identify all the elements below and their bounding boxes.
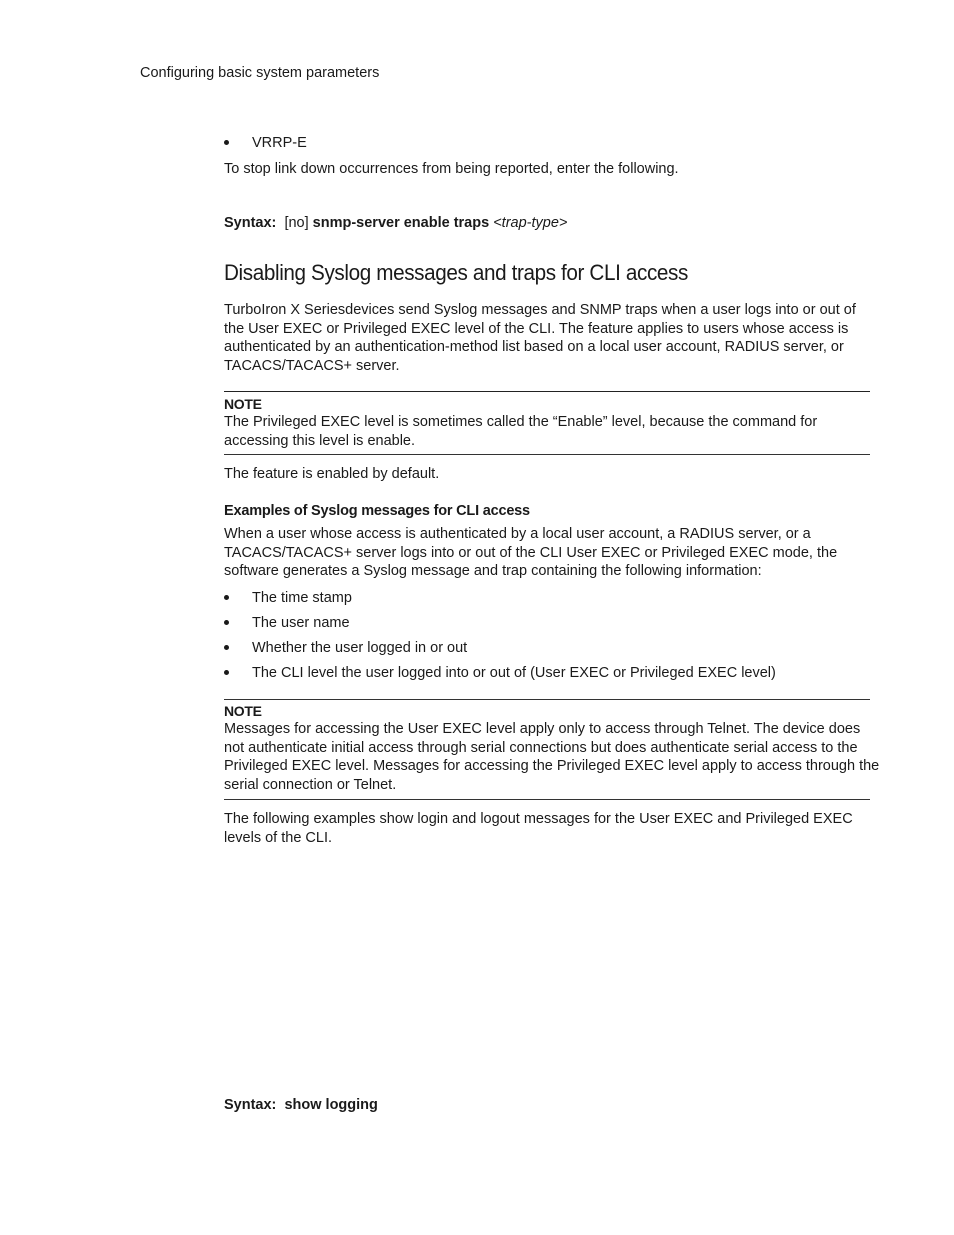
note-bottom-rule [224,799,870,800]
syntax-command: show logging [284,1097,378,1113]
bullet-icon [224,620,229,625]
note-text: Messages for accessing the User EXEC level apply only to access through Telnet. The device does [224,721,861,737]
syntax-command: snmp-server enable traps [312,215,490,231]
note-text: not authenticate initial access through serial connections but does authenticate serial access to the [224,739,858,756]
note-text: The Privileged EXEC level is sometimes called the “Enable” level, because the command for [224,414,818,430]
list-item [224,590,870,612]
note-text: serial connection or Telnet. [224,776,397,793]
note-text-part: . [411,432,416,449]
note-text [224,432,870,451]
syntax-line [224,215,870,231]
list-item-text: Whether the user logged in or out [252,640,468,656]
text-line: TACACS/TACACS+ server. [224,357,400,374]
text-line: TACACS/TACACS+ server logs into or out of the CLI User EXEC or Privileged EXEC mode, the [224,544,838,561]
note-box [224,703,880,794]
paragraph: To stop link down occurrences from being reported, enter the following. [224,161,679,177]
note-text: Privileged EXEC level. Messages for accessing the Privileged EXEC level apply to access through the [224,758,880,774]
text-line: software generates a Syslog message and trap containing the following information: [224,563,762,579]
examples-paragraph [224,525,870,581]
subsection-heading: Examples of Syslog messages for CLI access [224,503,530,519]
text-line: The following examples show login and logout messages for the User EXEC and Privileged EXEC [224,811,853,827]
list-item-text: The CLI level the user logged into or out of (User EXEC or Privileged EXEC level) [252,665,776,681]
syntax-label: Syntax: [224,1097,277,1113]
list-item [224,615,870,637]
text-line: levels of the CLI. [224,829,332,846]
note-text-part: accessing this level is [224,432,368,449]
list-item-text: The time stamp [252,590,352,606]
list-item [224,135,870,155]
list-item-text: VRRP-E [252,135,307,151]
paragraph: The feature is enabled by default. [224,466,440,482]
note-label: NOTE [224,703,262,719]
list-item [224,665,870,687]
list-item [224,640,870,662]
text-line: authenticated by an authentication-method list based on a local user account, RADIUS server, or [224,339,844,355]
syntax-label: Syntax: [224,215,277,231]
section-heading: Disabling Syslog messages and traps for CLI access [224,260,688,285]
note-command: enable [367,432,411,449]
note-bottom-rule [224,454,870,455]
bullet-icon [224,140,229,145]
following-paragraph [224,810,870,847]
note-box [224,396,870,450]
note-top-rule [224,391,870,392]
running-header: Configuring basic system parameters [140,65,380,81]
syntax-param: <trap-type> [493,215,568,231]
note-top-rule [224,699,870,700]
bullet-icon [224,595,229,600]
text-line: the User EXEC or Privileged EXEC level of the CLI. The feature applies to users whose access is [224,320,849,337]
note-label: NOTE [224,396,262,412]
list-item-text: The user name [252,615,350,631]
syntax-line [224,1097,870,1113]
text-line: When a user whose access is authenticated by a local user account, a RADIUS server, or a [224,526,811,542]
bullet-icon [224,645,229,650]
bullet-icon [224,670,229,675]
text-line: TurboIron X Seriesdevices send Syslog messages and SNMP traps when a user logs into or out of [224,302,856,318]
intro-paragraph [224,301,870,375]
syntax-optional: [no] [284,215,309,231]
